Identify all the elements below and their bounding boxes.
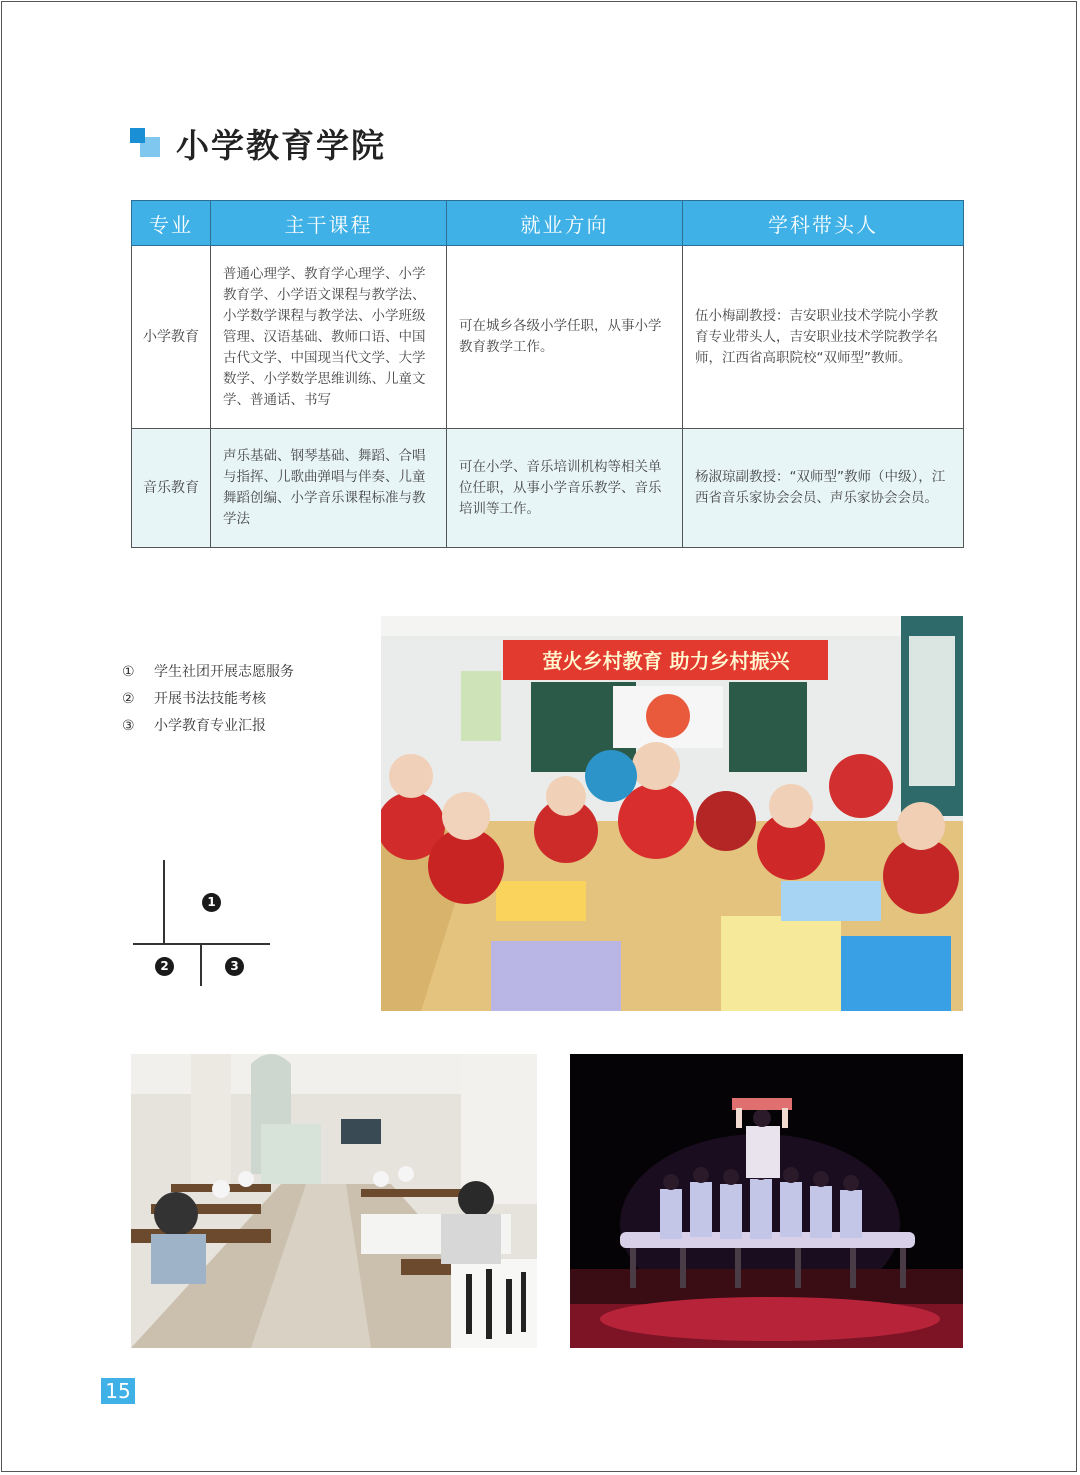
classroom-banner: 萤火乡村教育 助力乡村振兴 — [542, 649, 790, 673]
photo-calligraphy-assessment — [131, 1054, 537, 1348]
caption-item: ③ 小学教育专业汇报 — [122, 718, 266, 734]
table-header-row — [132, 201, 964, 246]
photo-layout-diagram — [131, 860, 271, 990]
cell-employment: 可在城乡各级小学任职，从事小学教育教学工作。 — [447, 246, 683, 429]
caption-item: ① 学生社团开展志愿服务 — [122, 664, 294, 680]
header-employment: 就业方向 — [447, 201, 683, 246]
photo-performance-report — [570, 1054, 963, 1348]
header-courses: 主干课程 — [211, 201, 447, 246]
header-major: 专业 — [132, 201, 211, 246]
photo-captions — [122, 662, 294, 743]
majors-table — [131, 200, 964, 548]
marker-2: 2 — [155, 957, 174, 976]
photo-volunteer-service — [381, 616, 963, 1011]
caption-item: ② 开展书法技能考核 — [122, 691, 266, 707]
page-title: 小学教育学院 — [176, 126, 386, 165]
cell-courses: 声乐基础、钢琴基础、舞蹈、合唱与指挥、儿歌曲弹唱与伴奏、儿童舞蹈创编、小学音乐课程标准与教学法 — [211, 429, 447, 548]
table-row — [132, 246, 964, 429]
cell-employment: 可在小学、音乐培训机构等相关单位任职，从事小学音乐教学、音乐培训等工作。 — [447, 429, 683, 548]
header-leader: 学科带头人 — [683, 201, 964, 246]
title-mark-icon — [130, 128, 164, 160]
cell-courses: 普通心理学、教育学心理学、小学教育学、小学语文课程与教学法、小学数学课程与教学法、小学班级管理、汉语基础、教师口语、中国古代文学、中国现当代文学、大学数学、小学数学思维训练、儿童文学、普通话、书写 — [211, 246, 447, 429]
page-number: 15 — [101, 1378, 135, 1404]
cell-leader: 杨淑琼副教授：“双师型”教师（中级），江西省音乐家协会会员、声乐家协会会员。 — [683, 429, 964, 548]
cell-major: 音乐教育 — [132, 429, 211, 548]
cell-leader: 伍小梅副教授：吉安职业技术学院小学教育专业带头人，吉安职业技术学院教学名师，江西省高职院校“双师型”教师。 — [683, 246, 964, 429]
marker-1: 1 — [202, 893, 221, 912]
table-row — [132, 429, 964, 548]
cell-major: 小学教育 — [132, 246, 211, 429]
marker-3: 3 — [225, 957, 244, 976]
